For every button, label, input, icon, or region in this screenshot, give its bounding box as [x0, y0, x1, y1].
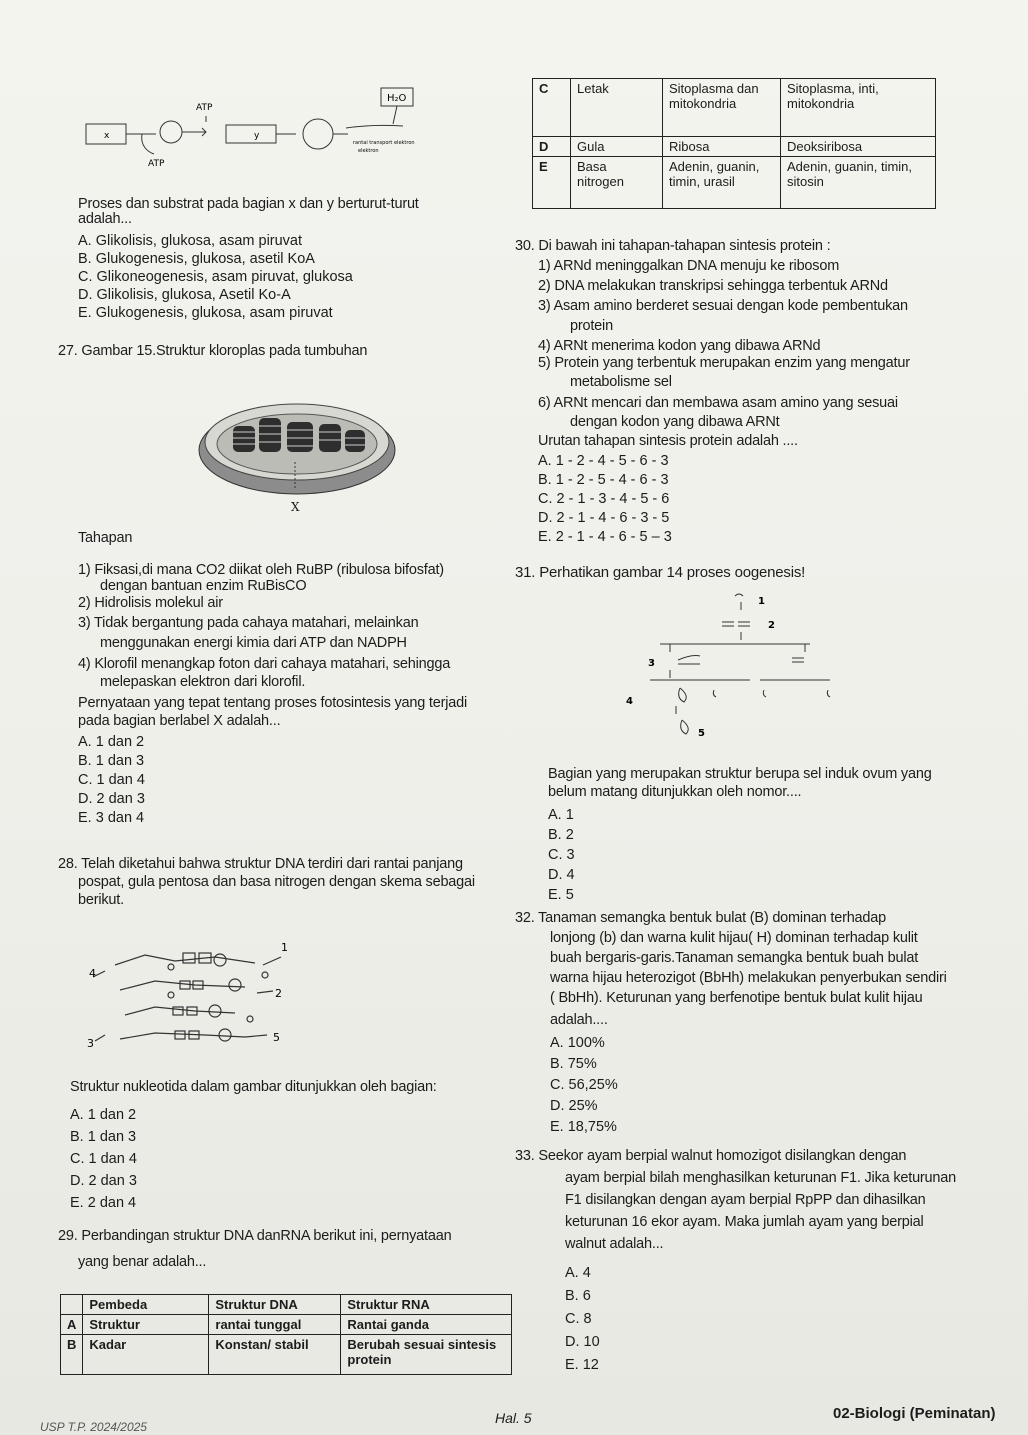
oogenesis-label-1: 1: [758, 596, 765, 607]
q32-options: [550, 1033, 618, 1138]
table-cell: Deoksiribosa: [781, 137, 936, 157]
q28-option-a[interactable]: A. 1 dan 2: [70, 1107, 137, 1123]
q30-options: [538, 452, 672, 547]
q27-step-2: 2) Hidrolisis molekul air: [78, 595, 223, 611]
q27-step-1a: 1) Fiksasi,di mana CO2 diikat oleh RuBP (ribulosa bifosfat): [78, 562, 444, 578]
table-cell: Sitoplasma, inti, mitokondria: [781, 79, 936, 137]
q31-options: [548, 805, 575, 905]
q30-step-5a: 5) Protein yang terbentuk merupakan enzim yang mengatur: [538, 355, 910, 371]
q28-option-e[interactable]: E. 2 dan 4: [70, 1195, 137, 1211]
table-cell: Ribosa: [663, 137, 781, 157]
q27-option-c[interactable]: C. 1 dan 4: [78, 772, 145, 788]
q32-stem-6: adalah....: [550, 1012, 608, 1028]
table-row[interactable]: [61, 1335, 512, 1375]
oogenesis-label-2: 2: [768, 620, 775, 631]
q30-step-6a: 6) ARNt mencari dan membawa asam amino yang sesuai: [538, 395, 898, 411]
q29-table-part2: [532, 78, 936, 209]
q30-step-4: 4) ARNt menerima kodon yang dibawa ARNd: [538, 338, 821, 354]
q28-question: Struktur nukleotida dalam gambar ditunjukkan oleh bagian:: [70, 1079, 437, 1095]
q27-title: 27. Gambar 15.Struktur kloroplas pada tumbuhan: [58, 343, 368, 359]
q30-step-3b: protein: [570, 318, 613, 334]
q26-options: [78, 232, 353, 322]
q32-stem-2: lonjong (b) dan warna kulit hijau( H) dominan terhadap kulit: [550, 930, 918, 946]
atp-bottom-label: ATP: [148, 159, 165, 169]
q26-option-b[interactable]: B. Glukogenesis, glukosa, asetil KoA: [78, 251, 315, 267]
q31-option-c[interactable]: C. 3: [548, 847, 575, 863]
q27-step-3a: 3) Tidak bergantung pada cahaya matahari, melainkan: [78, 615, 419, 631]
table-cell: Basa nitrogen: [571, 157, 663, 209]
x-label: x: [104, 131, 110, 141]
table-cell: A: [61, 1315, 83, 1335]
q32-option-d[interactable]: D. 25%: [550, 1098, 598, 1114]
q33-stem-1: 33. Seekor ayam berpial walnut homozigot disilangkan dengan: [515, 1148, 907, 1164]
q26-option-a[interactable]: A. Glikolisis, glukosa, asam piruvat: [78, 233, 303, 249]
q29-table-part1: [60, 1294, 512, 1375]
q26-option-d[interactable]: D. Glikolisis, glukosa, Asetil Ko-A: [78, 287, 291, 303]
table-cell: C: [533, 79, 571, 137]
footer-subject: 02-Biologi (Peminatan): [833, 1405, 996, 1422]
q28-options: [70, 1104, 137, 1214]
q27-step-4b: melepaskan elektron dari klorofil.: [100, 674, 306, 690]
q33-stem-4: keturunan 16 ekor ayam. Maka jumlah ayam yang berpial: [565, 1214, 924, 1230]
oogenesis-diagram: [610, 588, 850, 748]
q30-step-3a: 3) Asam amino berderet sesuai dengan kode pembentukan: [538, 298, 908, 314]
q31-question-2: belum matang ditunjukkan oleh nomor....: [548, 784, 802, 800]
table-header-pembeda: Pembeda: [83, 1295, 209, 1315]
dna-label-4: 4: [89, 967, 96, 980]
dna-label-3: 3: [87, 1037, 94, 1050]
q29-stem-2: yang benar adalah...: [78, 1254, 207, 1270]
oogenesis-label-4: 4: [626, 696, 633, 707]
q27-option-b[interactable]: B. 1 dan 3: [78, 753, 145, 769]
table-row[interactable]: [533, 79, 936, 137]
chloroplast-x-label: X: [291, 500, 300, 514]
footer-school-year: USP T.P. 2024/2025: [40, 1420, 147, 1434]
table-cell: E: [533, 157, 571, 209]
atp-top-label: ATP: [196, 103, 213, 113]
table-cell: Berubah sesuai sintesis protein: [341, 1335, 512, 1375]
chloroplast-diagram: [195, 388, 405, 508]
q32-option-e[interactable]: E. 18,75%: [550, 1119, 617, 1135]
q31-question-1: Bagian yang merupakan struktur berupa sel induk ovum yang: [548, 766, 932, 782]
q32-stem-5: ( BbHh). Keturunan yang berfenotipe bentuk bulat kulit hijau: [550, 990, 923, 1006]
q26-stem-2: adalah...: [78, 211, 132, 227]
q33-option-c[interactable]: C. 8: [565, 1311, 592, 1327]
q30-option-b[interactable]: B. 1 - 2 - 5 - 4 - 6 - 3: [538, 472, 669, 488]
table-cell: [61, 1295, 83, 1315]
q27-option-e[interactable]: E. 3 dan 4: [78, 810, 145, 826]
q27-step-4a: 4) Klorofil menangkap foton dari cahaya matahari, sehingga: [78, 656, 451, 672]
table-cell: B: [61, 1335, 83, 1375]
q27-step-1b: dengan bantuan enzim RuBisCO: [100, 578, 307, 594]
oogenesis-label-5: 5: [698, 728, 705, 739]
q33-option-e[interactable]: E. 12: [565, 1357, 599, 1373]
q26-option-c[interactable]: C. Glikoneogenesis, asam piruvat, glukosa: [78, 269, 353, 285]
table-header-rna: Struktur RNA: [341, 1295, 512, 1315]
q28-option-d[interactable]: D. 2 dan 3: [70, 1173, 137, 1189]
q32-stem-4: warna hijau heterozigot (BbHh) melakukan penyerbukan sendiri: [550, 970, 947, 986]
dna-label-5: 5: [273, 1031, 280, 1044]
q26-stem-1: Proses dan substrat pada bagian x dan y berturut-turut: [78, 196, 419, 212]
q30-stem: 30. Di bawah ini tahapan-tahapan sintesis protein :: [515, 238, 831, 254]
q30-step-2: 2) DNA melakukan transkripsi sehingga terbentuk ARNd: [538, 278, 888, 294]
q33-stem-5: walnut adalah...: [565, 1236, 664, 1252]
h2o-label: H₂O: [387, 93, 407, 104]
q26-option-e[interactable]: E. Glukogenesis, glukosa, asam piruvat: [78, 305, 333, 321]
table-cell: Adenin, guanin, timin, sitosin: [781, 157, 936, 209]
table-cell: Struktur: [83, 1315, 209, 1335]
q28-stem-1: 28. Telah diketahui bahwa struktur DNA terdiri dari rantai panjang: [58, 856, 463, 872]
footer-page-number: Hal. 5: [495, 1410, 532, 1426]
q32-option-a[interactable]: A. 100%: [550, 1035, 605, 1051]
table-cell: Adenin, guanin, timin, urasil: [663, 157, 781, 209]
dna-label-2: 2: [275, 987, 282, 1000]
q32-stem-3: buah bergaris-garis.Tanaman semangka bentuk buah bulat: [550, 950, 919, 966]
dna-label-1: 1: [281, 941, 288, 954]
table-row[interactable]: [533, 157, 936, 209]
q32-option-b[interactable]: B. 75%: [550, 1056, 597, 1072]
q29-stem-1: 29. Perbandingan struktur DNA danRNA berikut ini, pernyataan: [58, 1228, 452, 1244]
q32-stem-1: 32. Tanaman semangka bentuk bulat (B) dominan terhadap: [515, 910, 887, 926]
q30-option-e[interactable]: E. 2 - 1 - 4 - 6 - 5 – 3: [538, 529, 672, 545]
table-cell: Letak: [571, 79, 663, 137]
q30-step-1: 1) ARNd meninggalkan DNA menuju ke ribosom: [538, 258, 840, 274]
q33-stem-2: ayam berpial bilah menghasilkan keturunan F1. Jika keturunan: [565, 1170, 957, 1186]
q30-question: Urutan tahapan sintesis protein adalah ....: [538, 433, 798, 449]
q31-option-d[interactable]: D. 4: [548, 867, 575, 883]
q33-option-a[interactable]: A. 4: [565, 1265, 591, 1281]
table-row[interactable]: [533, 137, 936, 157]
q27-step-3b: menggunakan energi kimia dari ATP dan NADPH: [100, 635, 407, 651]
q27-options: [78, 733, 145, 828]
q33-options: [565, 1262, 600, 1377]
q27-tahapan: Tahapan: [78, 530, 133, 546]
q33-option-b[interactable]: B. 6: [565, 1288, 591, 1304]
q32-option-c[interactable]: C. 56,25%: [550, 1077, 618, 1093]
enzyme-label: rantai transport elektron: [353, 140, 415, 146]
table-header-dna: Struktur DNA: [209, 1295, 341, 1315]
q27-question-1: Pernyataan yang tepat tentang proses fotosintesis yang terjadi: [78, 695, 468, 711]
q31-stem: 31. Perhatikan gambar 14 proses oogenesis!: [515, 564, 806, 581]
q31-option-b[interactable]: B. 2: [548, 827, 574, 843]
oogenesis-label-3: 3: [648, 658, 655, 669]
q33-stem-3: F1 disilangkan dengan ayam berpial RpPP dan dihasilkan: [565, 1192, 926, 1208]
table-cell: Konstan/ stabil: [209, 1335, 341, 1375]
table-cell: Gula: [571, 137, 663, 157]
respiration-diagram: [78, 80, 418, 180]
q27-option-d[interactable]: D. 2 dan 3: [78, 791, 145, 807]
table-cell: rantai tunggal: [209, 1315, 341, 1335]
table-cell: D: [533, 137, 571, 157]
q30-step-5b: metabolisme sel: [570, 374, 672, 390]
q31-option-a[interactable]: A. 1: [548, 807, 574, 823]
q28-option-c[interactable]: C. 1 dan 4: [70, 1151, 137, 1167]
q30-step-6b: dengan kodon yang dibawa ARNt: [570, 414, 780, 430]
q30-option-d[interactable]: D. 2 - 1 - 4 - 6 - 3 - 5: [538, 510, 670, 526]
q30-option-a[interactable]: A. 1 - 2 - 4 - 5 - 6 - 3: [538, 453, 669, 469]
table-cell: Kadar: [83, 1335, 209, 1375]
table-row: [61, 1295, 512, 1315]
q31-option-e[interactable]: E. 5: [548, 887, 574, 903]
table-cell: Sitoplasma dan mitokondria: [663, 79, 781, 137]
q28-option-b[interactable]: B. 1 dan 3: [70, 1129, 137, 1145]
svg-text:elektron: elektron: [358, 148, 379, 154]
q27-question-2: pada bagian berlabel X adalah...: [78, 713, 281, 729]
dna-strand-diagram: [85, 935, 305, 1055]
q30-option-c[interactable]: C. 2 - 1 - 3 - 4 - 5 - 6: [538, 491, 670, 507]
table-row[interactable]: [61, 1315, 512, 1335]
q27-option-a[interactable]: A. 1 dan 2: [78, 734, 145, 750]
q28-stem-3: berikut.: [78, 892, 124, 908]
table-cell: Rantai ganda: [341, 1315, 512, 1335]
y-label: y: [254, 131, 260, 141]
q33-option-d[interactable]: D. 10: [565, 1334, 600, 1350]
q28-stem-2: pospat, gula pentosa dan basa nitrogen dengan skema sebagai: [78, 874, 475, 890]
